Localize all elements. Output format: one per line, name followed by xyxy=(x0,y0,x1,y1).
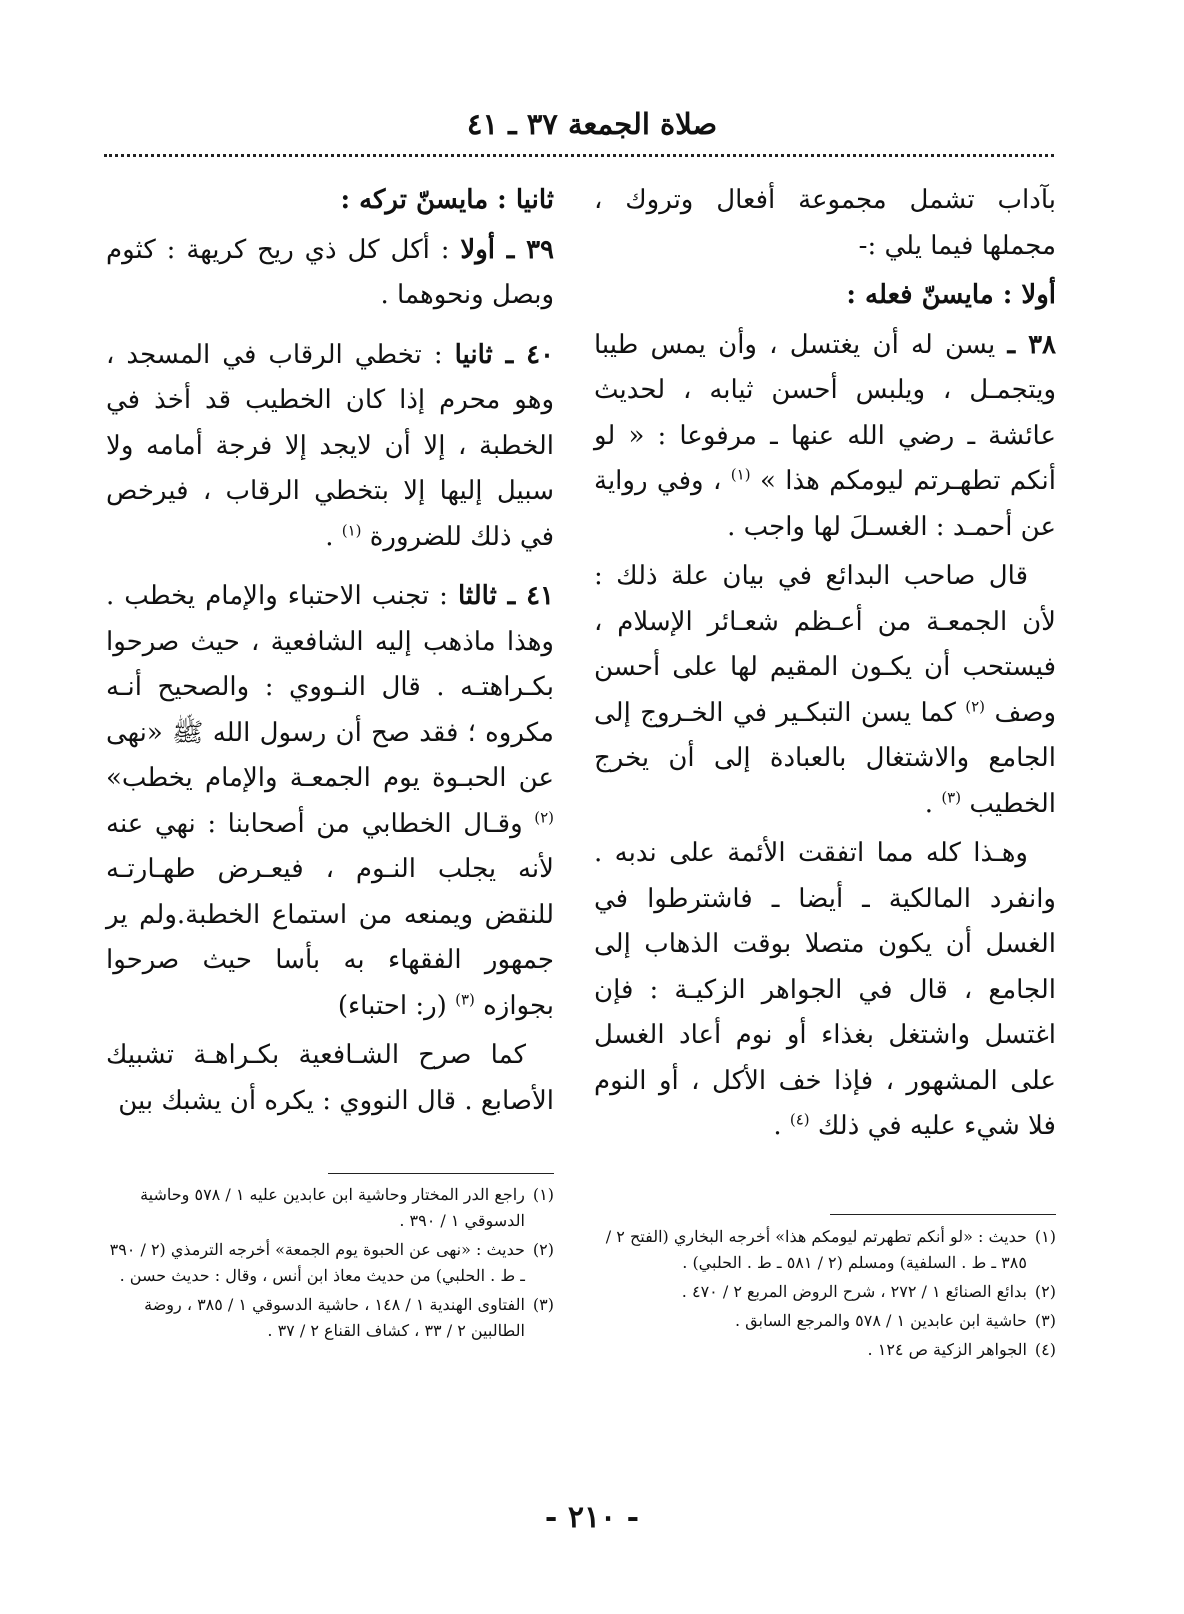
footnote xyxy=(106,1292,554,1344)
paragraph-text: وقـال الخطابي من أصحابنا : نهي عنه لأنه يجلب النـوم ، فيعـرض طهـارتـه للنقض ويمنعه من استماع الخطبة.ولم ير جمهور الفقهاء به بأسا حيث صرحوا بجوازه xyxy=(106,808,554,1021)
paragraph-badai xyxy=(594,554,1056,827)
footnote-mark: (١) xyxy=(1034,1227,1056,1246)
footnote-separator xyxy=(830,1214,1056,1215)
paragraph-text: (ر: احتباء) xyxy=(337,990,456,1021)
footnote xyxy=(594,1279,1056,1305)
left-column xyxy=(106,178,554,1128)
paragraph-text: . xyxy=(773,1111,790,1141)
footnote-ref[interactable]: (٤) xyxy=(789,1110,810,1129)
footnote-text: راجع الدر المختار وحاشية ابن عابدين عليه ١ / ٥٧٨ وحاشية الدسوقي ١ / ٣٩٠ . xyxy=(140,1185,525,1230)
paragraph-39 xyxy=(106,228,554,319)
footnote-mark: (١) xyxy=(532,1185,554,1204)
footnote-text: الفتاوى الهندية ١ / ١٤٨ ، حاشية الدسوقي ١ / ٣٨٥ ، روضة الطالبين ٢ / ٣٣ ، كشاف القناع ٢ / ٣٧ . xyxy=(144,1295,525,1340)
footnote-mark: (٢) xyxy=(532,1240,554,1259)
footnote-text: الجواهر الزكية ص ١٢٤ . xyxy=(867,1340,1027,1359)
footnote xyxy=(594,1337,1056,1363)
paragraph-text: . xyxy=(325,521,342,552)
paragraph-text: قال صاحب البدائع في بيان علة ذلك : لأن الجمعـة من أعـظم شعـائر الإسلام ، فيستحب أن يكـون المقيم لها على أحسن وصف xyxy=(594,561,1057,728)
paragraph-text: وهـذا كله مما اتفقت الأئمة على ندبه . وانفرد المالكية ـ أيضا ـ فاشترطوا في الغسل أن يكون متصلا بوقت الذهاب إلى الجامع ، قال في الجواهر الزكيـة : فإن اغتسل واشتغل بغذاء أو نوم أعاد الغسل على المشهور ، فإذا خف الأكل ، أو النوم فلا شيء عليه في ذلك xyxy=(594,838,1056,1141)
paragraph-text: : تخطي الرقاب في المسجد ، وهو محرم إذا كان الخطيب قد أخذ في الخطبة ، إلا أن لايجد إلا فرجة أمامه ولا سبيل إليها إلا بتخطي الرقاب ، فيرخص في ذلك للضرورة xyxy=(106,339,554,552)
paragraph-38 xyxy=(594,323,1056,551)
footnote-ref[interactable]: (٣) xyxy=(455,989,475,1008)
paragraph-number: ٤١ ـ ثالثا xyxy=(457,581,554,611)
footnote-text: بدائع الصنائع ١ / ٢٧٢ ، شرح الروض المربع ٢ / ٤٧٠ . xyxy=(681,1282,1027,1301)
paragraph-41 xyxy=(106,574,554,1029)
section-heading-discouraged-acts: ثانيا : مايسنّ تركه : xyxy=(340,185,554,215)
paragraph-tashbik: كما صرح الشـافعية بكـراهـة تشبيك الأصابع . قال النووي : يكره أن يشبك بين xyxy=(106,1040,554,1116)
footnote-ref[interactable]: (٣) xyxy=(941,787,962,806)
footnote-text: حديث : «نهى عن الحبوة يوم الجمعة» أخرجه الترمذي (٢ / ٣٩٠ ـ ط . الحلبي) من حديث معاذ ابن أنس ، وقال : حديث حسن . xyxy=(109,1240,525,1285)
paragraph-text: ، وفي رواية عن أحمـد : الغسـلَ لها واجب . xyxy=(594,466,1056,542)
intro-paragraph: بآداب تشمل مجموعة أفعال وتروك ، مجملها فيما يلي :- xyxy=(594,185,1056,261)
header-dotted-rule xyxy=(104,154,1054,157)
footnote xyxy=(106,1182,554,1234)
paragraph-text: : أكل كل ذي ريح كريهة : كثوم وبصل ونحوهما . xyxy=(106,234,554,310)
footnotes-right xyxy=(594,1224,1056,1366)
footnotes-left xyxy=(106,1182,554,1347)
footnote xyxy=(594,1224,1056,1276)
footnote-ref[interactable]: (٢) xyxy=(965,696,986,715)
footnote-mark: (٤) xyxy=(1034,1340,1056,1359)
footnote xyxy=(106,1237,554,1289)
paragraph-40 xyxy=(106,333,554,561)
section-heading-recommended-acts: أولا : مايسنّ فعله : xyxy=(846,280,1056,310)
footnote-text: حاشية ابن عابدين ١ / ٥٧٨ والمرجع السابق . xyxy=(735,1311,1027,1330)
paragraph-text: . xyxy=(924,788,942,819)
paragraph-number: ٤٠ ـ ثانيا xyxy=(454,339,554,370)
paragraph-maliki xyxy=(594,831,1056,1150)
footnote-text: حديث : «لو أنكم تطهرتم ليومكم هذا» أخرجه البخاري (الفتح ٢ / ٣٨٥ ـ ط . السلفية) ومسلم (٢ / ٥٨١ ـ ط . الحلبي) . xyxy=(605,1227,1027,1272)
footnote-mark: (٣) xyxy=(532,1295,554,1314)
footnote-mark: (٣) xyxy=(1034,1311,1056,1330)
footnote-ref[interactable]: (١) xyxy=(730,465,751,484)
page-number: - ٢١٠ - xyxy=(544,1500,640,1535)
paragraph-text: : تجنب الاحتباء والإمام يخطب . وهذا ماذهب إليه الشافعية ، حيث صرحوا بكـراهتـه . قال النـووي : والصحيح أنـه مكروه ؛ فقد صح أن رسول الله ﷺ «نهى عن الحبـوة يوم الجمعـة والإمام يخطب» xyxy=(106,581,554,793)
paragraph-number: ٣٨ ـ xyxy=(1007,329,1057,360)
footnote xyxy=(594,1308,1056,1334)
paragraph-text: كما يسن التبكـير في الخـروج إلى الجامع والاشتغال بالعبادة إلى أن يخرج الخطيب xyxy=(594,697,1056,819)
footnote-ref[interactable]: (١) xyxy=(341,520,362,539)
paragraph-text: يسن له أن يغتسل ، وأن يمس طيبا ويتجمـل ، ويلبس أحسن ثيابه ، لحديث عائشة ـ رضي الله عنها ـ مرفوعا : « لو أنكم تطهـرتم ليومكم هذا » xyxy=(594,329,1056,496)
footnote-ref[interactable]: (٢) xyxy=(534,807,554,826)
paragraph-number: ٣٩ ـ أولا xyxy=(460,234,555,265)
footnote-mark: (٢) xyxy=(1034,1282,1056,1301)
footnote-separator xyxy=(328,1173,554,1174)
right-column xyxy=(594,178,1056,1154)
running-head: صلاة الجمعة ٣٧ ـ ٤١ xyxy=(466,107,718,141)
